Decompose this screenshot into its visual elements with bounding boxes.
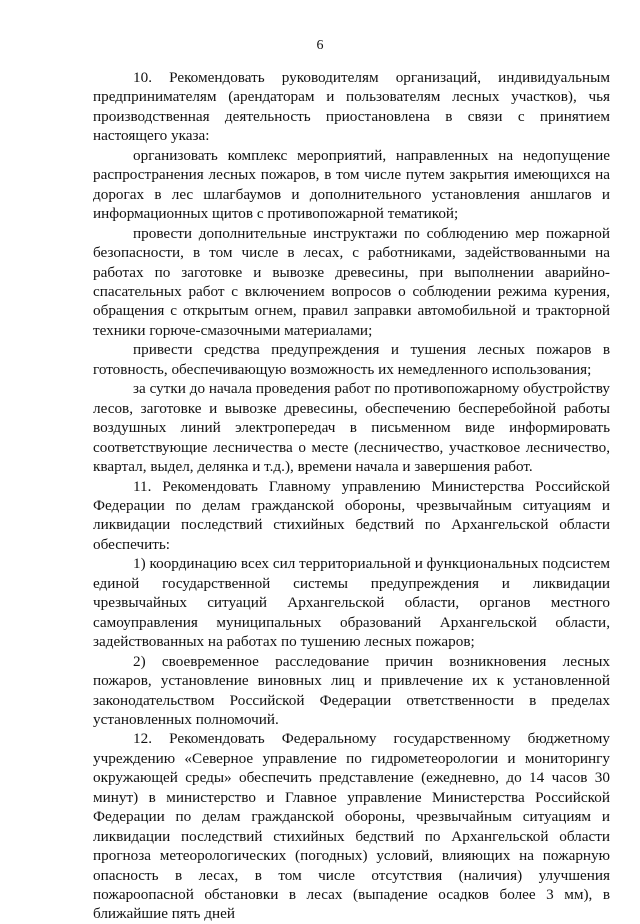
paragraph-11-item-2: 2) своевременное расследование причин возникновения лесных пожаров, установление виновных лиц и привлечение их к установленной законодательством Российской Федерации ответственности в пределах установленных полномочий. <box>93 652 610 728</box>
paragraph-10-organize: организовать комплекс мероприятий, направленных на недопущение распространения лесных пожаров, в том числе путем закрытия имеющихся на дорогах в лес шлагбаумов и дополнительного установления аншлагов и информационных щитов с противопожарной тематикой; <box>93 146 610 223</box>
paragraph-10-briefings: провести дополнительные инструктажи по соблюдению мер пожарной безопасности, в том числе в лесах, с работниками, задействованными на работах по заготовке и вывозке древесины, при выполнении аварийно-спасательных работ с включением вопросов о соблюдении режима курения, обращения с открытым огнем, правил заправки автомобильной и тракторной техники горюче-смазочными материалами; <box>93 224 610 339</box>
paragraph-12: 12. Рекомендовать Федеральному государственному бюджетному учреждению «Северное управление по гидрометеорологии и мониторингу окружающей среды» обеспечить представление (ежедневно, до 14 часов 30 минут) в министерство и Главное управление Министерства Российской Федерации по делам гражданской обороны, чрезвычайным ситуациям и ликвидации последствий стихийных бедствий по Архангельской области прогноза метеорологических (погодных) условий, влияющих на пожарную опасность в лесах, в том числе отсутствия (наличия) улучшения пожароопасной обстановки в лесах (выпадение осадков более 3 мм), в ближайшие пять дней <box>93 730 610 923</box>
paragraph-11-intro: 11. Рекомендовать Главному управлению Министерства Российской Федерации по делам гражданской обороны, чрезвычайным ситуациям и ликвидации последствий стихийных бедствий по Архангельской области обеспечить: <box>93 477 610 553</box>
document-body <box>93 68 610 924</box>
paragraph-10-intro: 10. Рекомендовать руководителям организаций, индивидуальным предпринимателям (арендаторам и пользователям лесных участков), чья производственная деятельность приостановлена в связи с принятием настоящего указа: <box>93 69 610 145</box>
page-number: 6 <box>316 38 324 53</box>
paragraph-10-notification: за сутки до начала проведения работ по противопожарному обустройству лесов, заготовке и вывозке древесины, обеспечению бесперебойной работы воздушных линий электропередач в письменном виде информировать соответствующие лесничества о месте (лесничество, участковое лесничество, квартал, выдел, делянка и т.д.), времени начала и завершения работ. <box>93 380 610 476</box>
paragraph-10-readiness: привести средства предупреждения и тушения лесных пожаров в готовность, обеспечивающую возможность их немедленного использования; <box>93 341 610 378</box>
paragraph-11-item-1: 1) координацию всех сил территориальной и функциональных подсистем единой государственной системы предупреждения и ликвидации чрезвычайных ситуаций Архангельской области, органов местного самоуправления муниципальных образований Архангельской области, задействованных на работах по тушению лесных пожаров; <box>93 555 610 651</box>
